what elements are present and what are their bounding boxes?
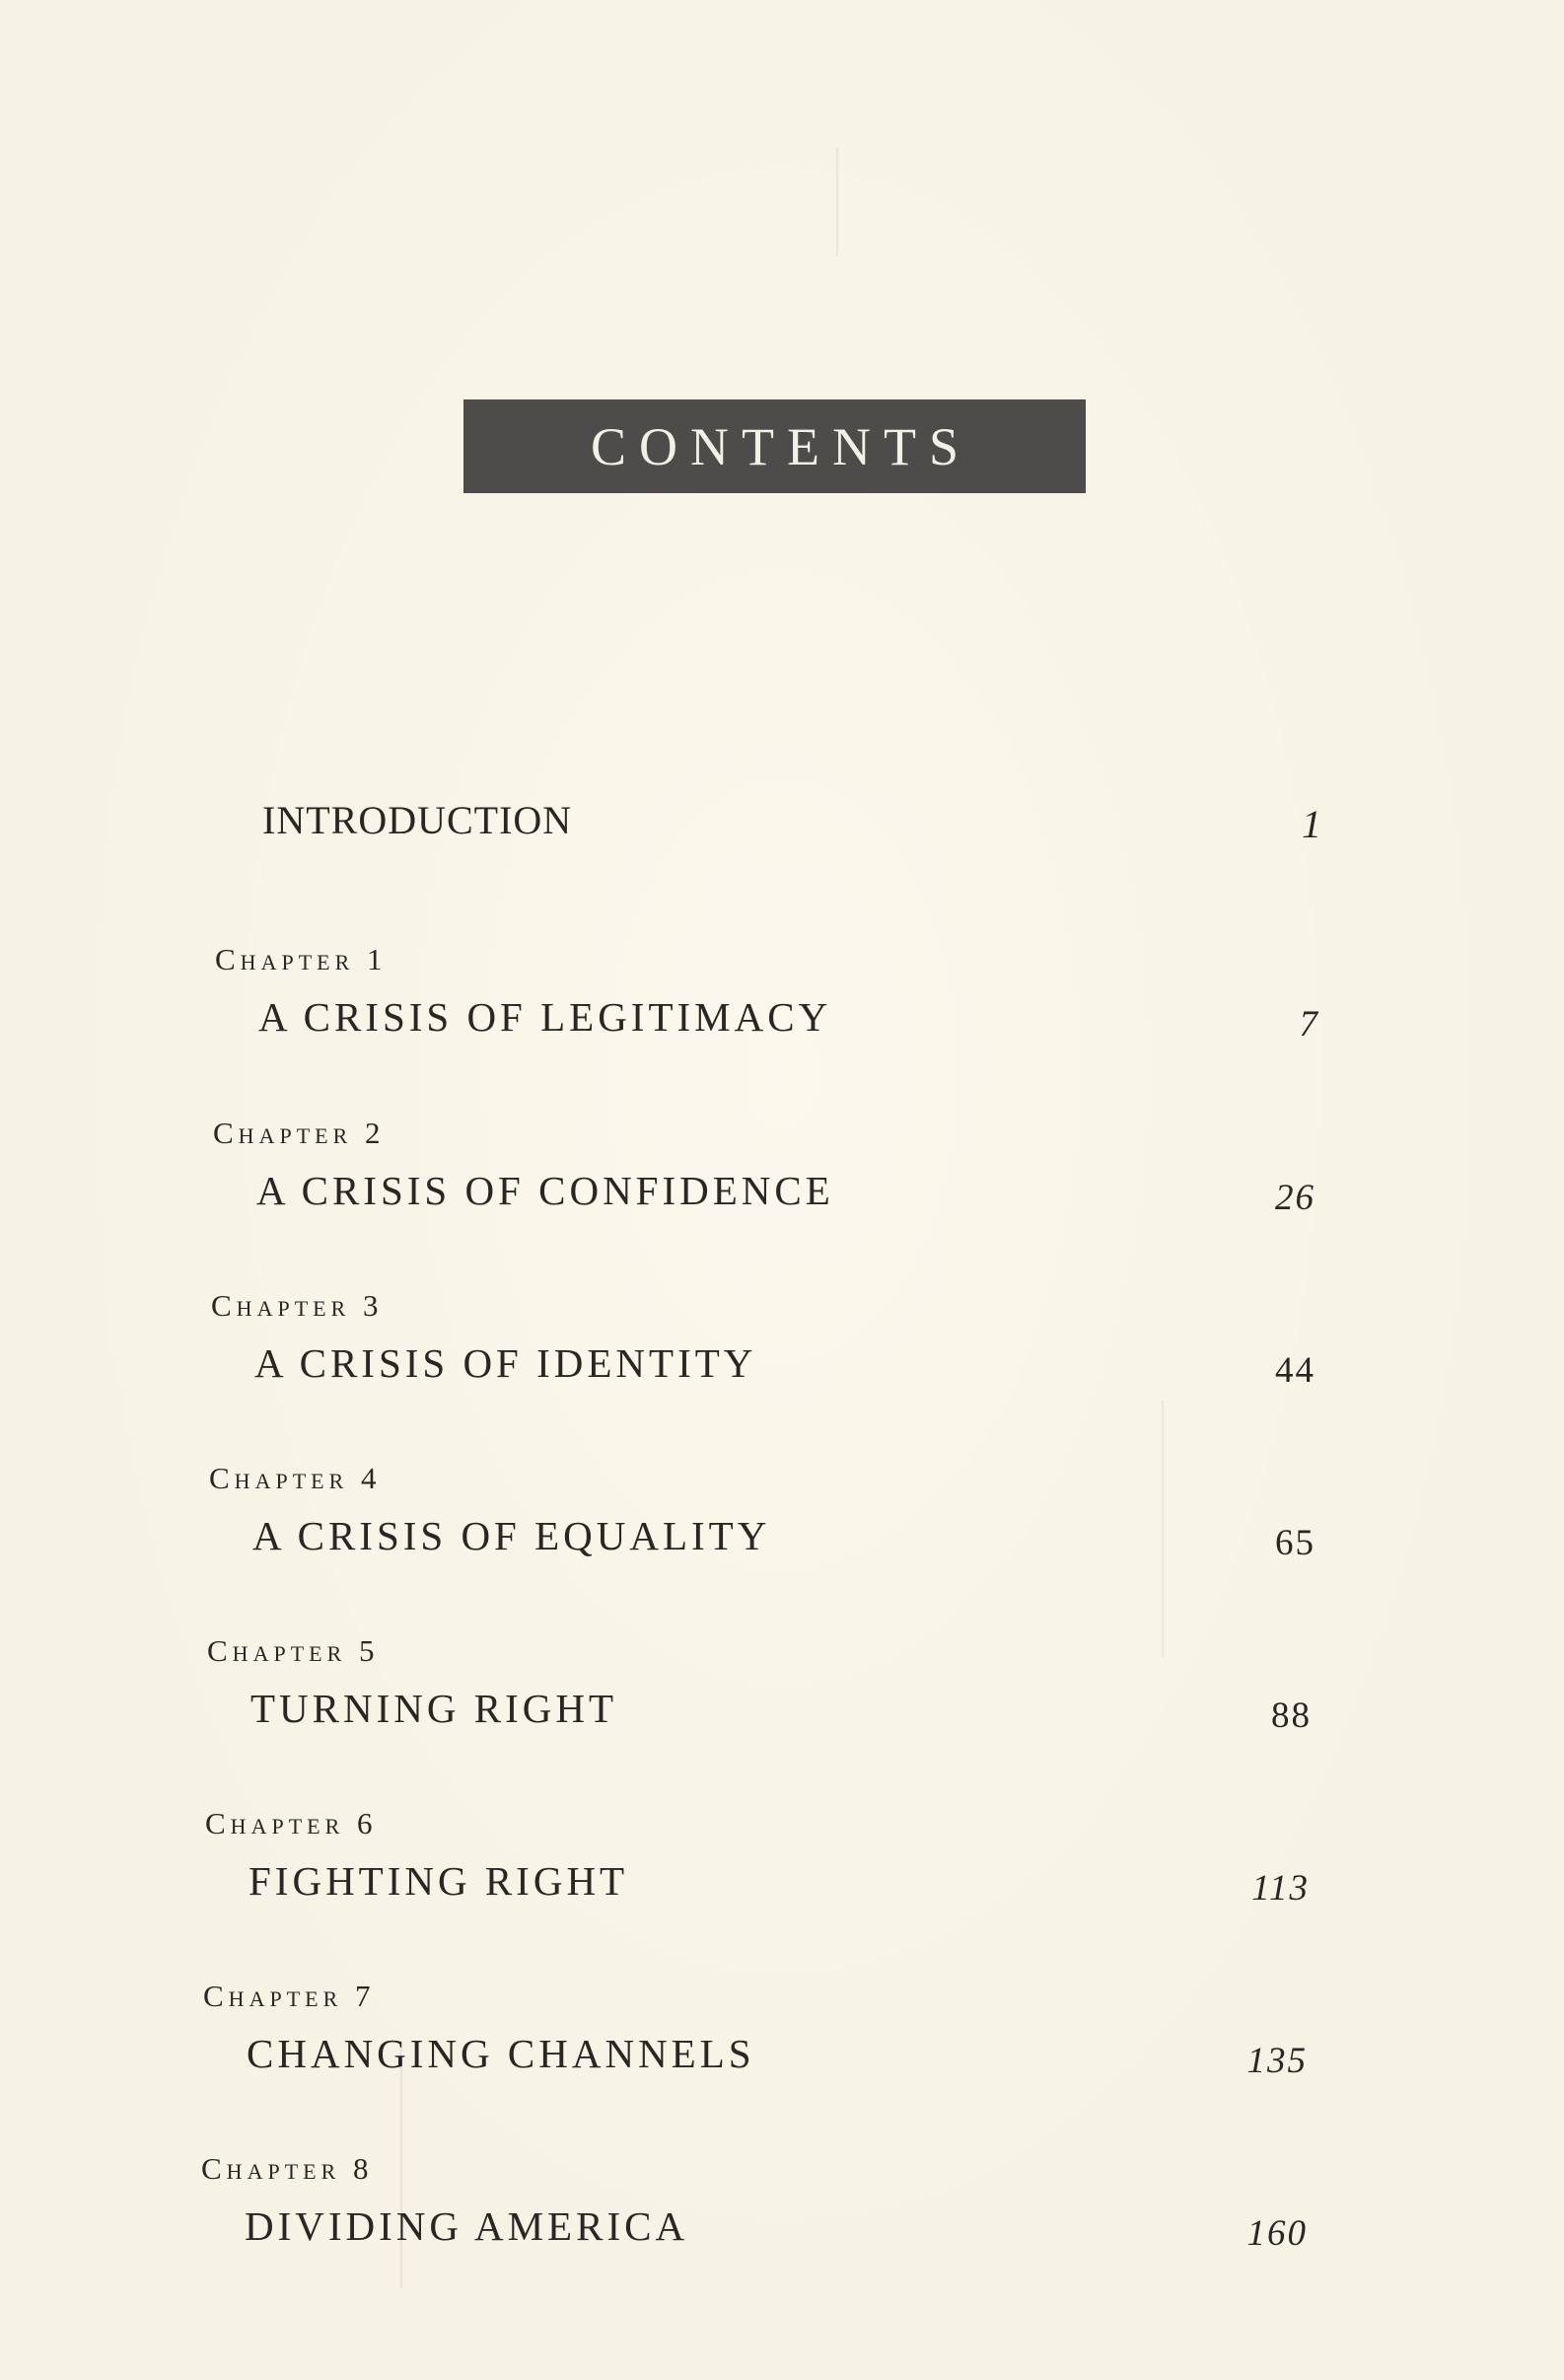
chapter-entry [0,942,1564,1100]
chapter-label: Chapter 8 [201,2151,374,2186]
chapter-title: CHANGING CHANNELS [247,2031,755,2076]
chapter-label: Chapter 5 [207,1633,380,1668]
contents-heading-box [463,399,1086,493]
chapter-entry [0,1116,1564,1273]
chapter-page-number: 65 [1275,1523,1315,1563]
chapter-title: A CRISIS OF IDENTITY [254,1340,757,1386]
chapter-entry [0,1633,1564,1791]
chapter-entry [0,1979,1564,2136]
chapter-label: Chapter 4 [209,1461,382,1495]
chapter-title: A CRISIS OF CONFIDENCE [256,1168,834,1213]
chapter-entry [0,2151,1564,2309]
chapter-title: A CRISIS OF LEGITIMACY [258,994,832,1040]
chapter-page-number: 135 [1246,2041,1308,2081]
chapter-title: FIGHTING RIGHT [249,1858,629,1904]
chapter-title: DIVIDING AMERICA [245,2203,689,2249]
chapter-entry [0,1461,1564,1619]
scan-crease [836,148,838,256]
chapter-page-number: 113 [1251,1868,1310,1909]
contents-heading: CONTENTS [591,416,971,476]
chapter-label: Chapter 7 [203,1979,376,2013]
chapter-page-number: 7 [1299,1004,1319,1045]
chapter-page-number: 88 [1271,1695,1312,1736]
chapter-page-number: 44 [1275,1350,1315,1391]
chapter-label: Chapter 6 [205,1806,378,1840]
chapter-label: Chapter 1 [215,942,388,976]
chapter-page-number: 26 [1275,1178,1315,1218]
chapter-entry [0,1288,1564,1446]
introduction-page-number: 1 [1302,802,1321,846]
chapter-title: A CRISIS OF EQUALITY [252,1513,771,1558]
chapter-entry [0,1806,1564,1964]
introduction-title: INTRODUCTION [262,798,573,842]
chapter-label: Chapter 2 [213,1116,386,1150]
chapter-title: TURNING RIGHT [250,1686,617,1731]
chapter-page-number: 160 [1246,2213,1308,2254]
chapter-label: Chapter 3 [211,1288,384,1323]
